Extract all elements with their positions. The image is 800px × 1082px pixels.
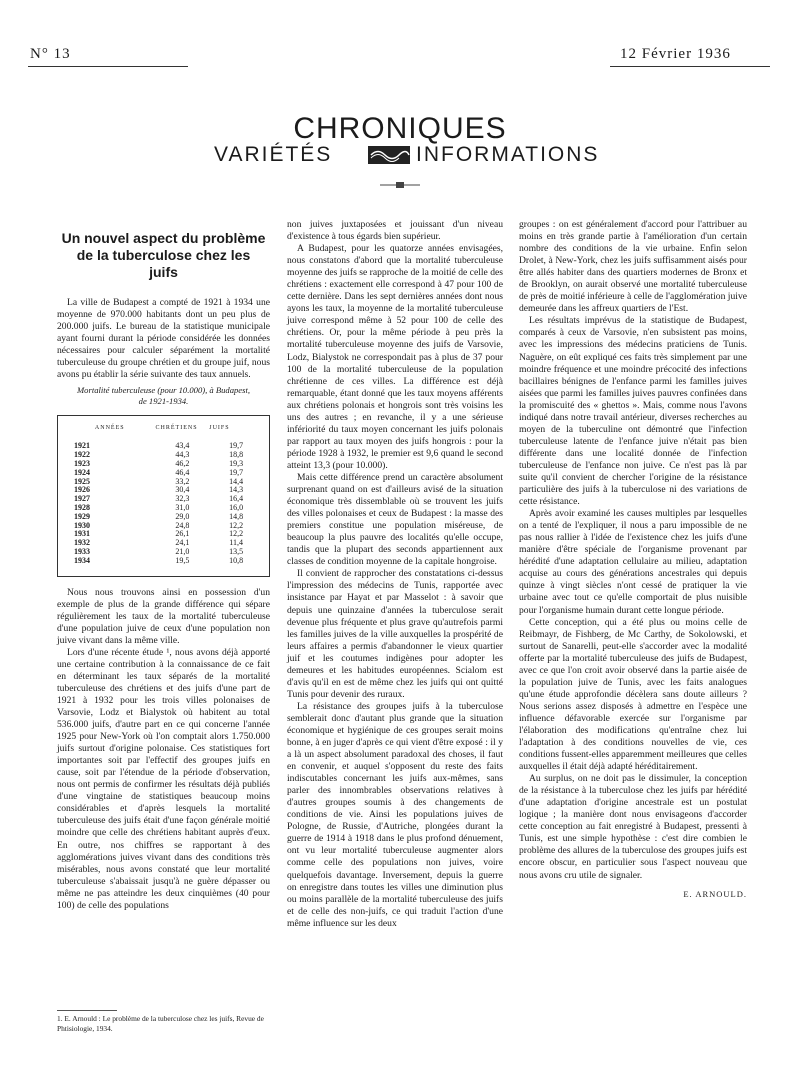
table-cell-juifs: 14,8 — [229, 511, 244, 521]
table-cell-year: 1928 — [74, 502, 90, 512]
article-title: Un nouvel aspect du problème de la tuberculose chez les juifs — [61, 230, 266, 280]
body-paragraph: groupes : on est généralement d'accord pour l'attribuer au moins en très grande partie à l'amélioration d'un certain nombre des conditions de la vie urbaine. Enfin selon Drolet, à New-York, chez les juifs suffisamment aisés pour être allés habiter dans des quartiers modernes de Bronx et de Brooklyn, on aurait observé une mortalité tuberculeuse de près de moitié inférieure à celle de l'agglomération juive demeurée dans les affreux quartiers de l'Est. — [519, 219, 747, 315]
ornament-icon — [368, 146, 410, 164]
table-cell-year: 1933 — [74, 546, 90, 556]
table-cell-chretiens: 31,0 — [175, 502, 190, 512]
footnote-rule — [57, 1010, 117, 1011]
table-cell-chretiens: 19,5 — [175, 555, 190, 565]
table-caption: Mortalité tuberculeuse (pour 10.000), à Budapest, de 1921-1934. — [77, 385, 250, 407]
table-cell-year: 1923 — [74, 458, 90, 468]
header-rule-right — [610, 66, 770, 67]
table-header: CHRÉTIENS — [155, 425, 198, 432]
table-cell-juifs: 11,4 — [229, 538, 243, 548]
table-cell-year: 1921 — [74, 441, 90, 451]
table-row — [64, 557, 263, 566]
column-2 — [287, 219, 503, 930]
table-cell-chretiens: 30,4 — [175, 485, 190, 495]
table-cell-year: 1932 — [74, 538, 90, 548]
table-cell-juifs: 14,4 — [229, 476, 244, 486]
table-cell-juifs: 12,2 — [229, 520, 244, 530]
body-paragraph: La résistance des groupes juifs à la tuberculose semblerait donc d'autant plus grande que la situation économique et hygiénique de ces groupes serait moins bonne, à en juger d'après ce qui vient d'être exposé : il y a là un aspect absolument paradoxal des choses, il faut en convenir, et auquel s'opposent du reste des faits indiscutables concernant les juifs aux-mêmes, sans parler des innombrables observations relatives à d'autres groupes soumis à des changements de conditions de vie. Ainsi les populations juives de Pologne, de Russie, d'Autriche, plongées durant la guerre de 1914 à 1918 dans le plus profond dénuement, ont vu leur mortalité tuberculeuse augmenter alors comme celle des populations non juives, voire quelquefois davantage. Inversement, depuis la guerre on enregistre dans toutes les villes une diminution plus ou moins parallèle de la mortalité tuberculeuse des juifs et de celle des non-juifs, ce qui traduit l'action d'une même influence sur les deux — [287, 700, 503, 929]
table-header: JUIFS — [209, 425, 230, 432]
table-cell-chretiens: 46,4 — [175, 467, 190, 477]
body-paragraph: Les résultats imprévus de la statistique de Budapest, comparés à ceux de Varsovie, n'en subsistent pas moins, avec les impressions des médecins praticiens de Tunis. Naguère, on eût expliqué ces faits très simplement par une moindre fréquence et une moindre précocité des infections bacillaires bénignes de l'enfance parmi les familles juives aisées que parmi les familles juives pauvres confinées dans la promiscuité des « ghettos ». Mais, comme nous l'avons indiqué dans notre travail antérieur, diverses recherches au moyen de la tuberculine ont démontré que l'infection tuberculeuse latente de l'enfance juive n'était pas bien différente dans une localité donnée de l'infection tuberculeuse de l'enfance non juive. Ce n'est pas là par suite qu'il convient de chercher l'origine de la résistance particulière des juifs à la tuberculose ni des variations de cette résistance. — [519, 315, 747, 508]
table-cell-year: 1929 — [74, 511, 90, 521]
section-subtitle-right: INFORMATIONS — [416, 143, 600, 166]
table-cell-year: 1931 — [74, 529, 90, 539]
table-cell-year: 1926 — [74, 485, 90, 495]
body-paragraph: non juives juxtaposées et jouissant d'un niveau d'existence à tous égards bien supérieur. — [287, 219, 503, 243]
column-1 — [57, 230, 270, 912]
body-paragraph: Après avoir examiné les causes multiples par lesquelles on a tenté de l'expliquer, il nous a paru impossible de ne pas nous rallier à l'idée de l'existence chez les juifs d'une manière d'être spéciale de l'organisme provenant par hérédité d'une adaptation cellulaire au milieu, adaptation acquise au cours des générations ancestrales qui depuis quinze à vingt siècles n'ont cessé de pratiquer la vie urbaine avec tout ce qu'elle comportait de plus nuisible pour l'organisme humain durant cette longue période. — [519, 508, 747, 616]
body-paragraph: Nous nous trouvons ainsi en possession d'un exemple de plus de la grande différence qui sépare régulièrement les taux de la mortalité tuberculeuse d'une population juive de ceux d'une population non juive vivant dans la même ville. — [57, 586, 270, 646]
table-cell-juifs: 14,3 — [229, 485, 244, 495]
table-header: ANNÉES — [94, 425, 125, 432]
header-rule-left — [28, 66, 188, 67]
table-cell-juifs: 18,8 — [229, 450, 244, 460]
table-cell-juifs: 13,5 — [229, 546, 244, 556]
table-cell-chretiens: 32,3 — [175, 494, 190, 504]
table-cell-year: 1934 — [74, 555, 90, 565]
table-cell-chretiens: 21,0 — [175, 546, 190, 556]
table-cell-chretiens: 44,3 — [175, 450, 190, 460]
body-paragraph: Il convient de rapprocher des constatations ci-dessus l'impression des médecins de Tunis, rapportée avec insistance par Hayat et par Masselot : à savoir que depuis une quinzaine d'années la tuberculose serait devenue plus fréquente et plus grave qu'autrefois parmi les familles juives de la ville auxquelles la prospérité de leurs affaires a permis d'abandonner le vieux quartier juif et les coutumes indigènes pour adopter les demeures et les habitudes européennes. Scialom est d'avis qu'il en est de même chez les juifs qui ont quitté Tunis pour devenir des ruraux. — [287, 568, 503, 700]
table-cell-chretiens: 33,2 — [175, 476, 190, 486]
issue-number: N° 13 — [30, 46, 71, 62]
table-cell-chretiens: 24,1 — [175, 538, 190, 548]
mortality-table — [57, 415, 270, 576]
table-cell-juifs: 16,4 — [229, 494, 244, 504]
issue-date: 12 Février 1936 — [620, 46, 731, 62]
table-cell-juifs: 19,7 — [229, 441, 244, 451]
table-cell-year: 1930 — [74, 520, 90, 530]
body-paragraph: Lors d'une récente étude ¹, nous avons déjà apporté une certaine contribution à la connaissance de ce fait en déterminant les taux séparés de la mortalité tuberculeuse des chrétiens et des juifs d'une part de 1921 à 1932 pour les trois villes polonaises de Varsovie, Lodz et Bialystok où habitent au total 536.000 juifs, d'autre part en ce qui concerne l'année 1925 pour New-York où l'on comptait alors 1.750.000 juifs surtout d'origine polonaise. Ces statistiques fort importantes soit par l'effectif des groupes juifs en cause, soit par l'étendue de la période d'observation, nous ont permis de confirmer les résultats déjà publiés d'une vingtaine de statistiques beaucoup moins considérables et d'après lesquels la mortalité tuberculeuse des juifs était d'une façon générale moitié moindre que celle des chrétiens habitant auprès d'eux. En outre, nos chiffres se rapportant à des agglomérations juives vivant dans des conditions très misérables, nous avons constaté que leur mortalité tuberculeuse s'abaissait jusqu'à ne guère dépasser ou même ne pas atteindre les deux cinquièmes (40 pour 100) de celle des populations — [57, 646, 270, 911]
table-cell-juifs: 16,0 — [229, 502, 244, 512]
column-3 — [519, 219, 747, 900]
table-cell-chretiens: 26,1 — [175, 529, 190, 539]
table-cell-chretiens: 29,0 — [175, 511, 190, 521]
body-paragraph: Au surplus, on ne doit pas le dissimuler, la conception de la résistance à la tuberculose chez les juifs par hérédité d'une adaptation d'origine ancestrale est un postulat logique ; la manière dont nous envisageons d'accorder cette conception au fait enregistré à Budapest, pressenti à Tunis, est une simple hypothèse : c'est dire combien le problème des allures de la tuberculose des groupes juifs est encore obscur, en particulier sous l'aspect nouveau que nous avons cru utile de signaler. — [519, 773, 747, 881]
body-paragraph: A Budapest, pour les quatorze années envisagées, nous constatons d'abord que la mortalité tuberculeuse moyenne des juifs se rapproche de la moitié de celle des chrétiens : exactement elle correspond à 47 pour 100 de cette dernière. Dans les sept dernières années dont nous ayons les taux, la moyenne de la mortalité tuberculeuse juive correspond même à 52 pour 100 de celle des chrétiens. Or, pour la même période à peu près la mortalité tuberculeuse moyenne des juifs de Varsovie, Lodz, Bialystok ne correspondait pas à plus de 37 pour 100 de la mortalité tuberculeuse de la population chrétienne de ces villes. La différence est déjà remarquable, étant donné que les taux moyens afférents aux chrétiens polonais et hongrois sont très voisins les uns des autres ; en revanche, il y a une sérieuse infériorité du taux moyen concernant les juifs polonais par rapport au taux moyen des juifs hongrois : pour la période 1928 à 1932, le premier est 9,6 quand le second atteint 13,3 (pour 10.000). — [287, 243, 503, 471]
body-paragraph: Cette conception, qui a été plus ou moins celle de Reibmayr, de Fishberg, de Mc Carthy, de Sokolowski, et surtout de Sanarelli, peut-elle s'accorder avec la modalité offerte par la mortalité tuberculeuse des juifs de Budapest, avec ce que l'on croit avoir observé dans la partie aisée de la population juive de Tunis, avec les faits analogues qu'une étude approfondie décèlera sans doute ailleurs ? Nous serions assez disposés à admettre en l'espèce une influence défavorable exercée sur l'organisme par l'élaboration des modifications qu'entraîne chez lui l'adaptation à des conditions nouvelles de vie, ces conditions fussent-elles apparemment meilleures que celles auxquelles il était déjà adapté héréditairement. — [519, 616, 747, 773]
section-subtitle-left: VARIÉTÉS — [214, 143, 333, 166]
section-title: CHRONIQUES — [293, 112, 507, 145]
intro-paragraph: La ville de Budapest a compté de 1921 à 1934 une moyenne de 970.000 habitants dont un peu plus de 200.000 juifs. Le bureau de la statistique municipale ayant fourni durant la période considérée les données nécessaires pour calculer séparément la mortalité tuberculeuse du groupe chrétien et du groupe juif, nous avons pu établir la série suivante des taux annuels. — [57, 297, 270, 381]
table-cell-chretiens: 24,8 — [175, 520, 190, 530]
table-cell-year: 1925 — [74, 476, 90, 486]
table-cell-year: 1927 — [74, 494, 90, 504]
table-cell-year: 1924 — [74, 467, 90, 477]
body-paragraph: Mais cette différence prend un caractère absolument surprenant quand on est d'ailleurs avisé de la situation économique très dissemblable où se trouvent les juifs des villes polonaises et ceux de Budapest : la masse des premiers constitue une population miséreuse, de beaucoup la plus pauvre des localités qu'elle occupe, tandis que la plupart des seconds appartiennent aux classes de condition moyenne de la capitale hongroise. — [287, 471, 503, 568]
table-cell-chretiens: 46,2 — [175, 458, 190, 468]
table-cell-juifs: 19,3 — [229, 458, 244, 468]
table-cell-juifs: 10,8 — [229, 555, 244, 565]
small-ornament-icon — [380, 176, 420, 184]
table-cell-juifs: 19,7 — [229, 467, 244, 477]
table-cell-juifs: 12,2 — [229, 529, 244, 539]
author-signature: E. ARNOULD. — [683, 888, 747, 899]
table-cell-chretiens: 43,4 — [175, 441, 190, 451]
footnote: 1. E. Arnould : Le problème de la tuberculose chez les juifs, Revue de Phtisiologie, 1934. — [57, 1014, 264, 1033]
table-cell-year: 1922 — [74, 450, 90, 460]
